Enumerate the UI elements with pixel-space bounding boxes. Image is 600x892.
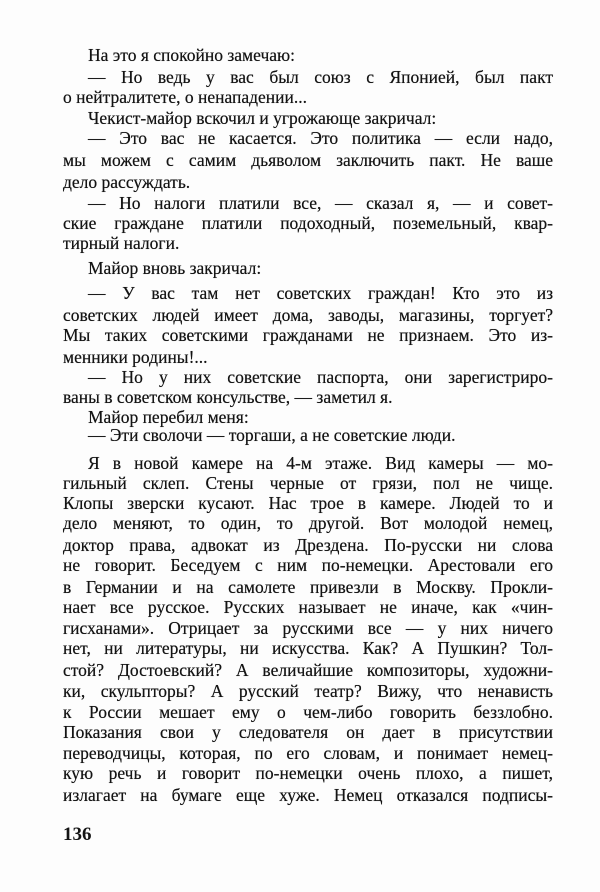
text-line: о нейтралитете, о ненападении... xyxy=(63,87,308,107)
text-line: — Но у них советские паспорта, они зарегистриро- xyxy=(88,367,553,387)
text-line: дело рассуждать. xyxy=(63,172,191,192)
text-line: излагает на бумаге еще хуже. Немец отказался подписы- xyxy=(63,785,553,805)
text-line: к России мешает ему о чем-либо говорить беззлобно. xyxy=(63,702,553,722)
text-line: Чекист-майор вскочил и угрожающе закричал: xyxy=(88,108,437,128)
text-line: ваны в советском консульстве, — заметил я. xyxy=(63,387,393,407)
text-line: Я в новой камере на 4-м этаже. Вид камеры — мо- xyxy=(88,453,553,473)
text-line: — Но ведь у вас был союз с Японией, был пакт xyxy=(88,67,553,87)
text-line: На это я спокойно замечаю: xyxy=(88,45,295,65)
text-line: Мы таких советскими гражданами не признаем. Это из- xyxy=(63,325,553,345)
text-line: Майор перебил меня: xyxy=(88,407,249,427)
text-line: — Эти сволочи — торгаши, а не советские люди. xyxy=(88,425,456,445)
text-line: ские граждане платили подоходный, поземельный, квар- xyxy=(63,213,553,233)
text-line: гисханами». Отрицает за русскими все — у них ничего xyxy=(63,618,553,638)
text-line: Клопы зверски кусают. Нас трое в камере. Людей то и xyxy=(63,493,553,513)
text-line: мы можем с самим дьяволом заключить пакт. Не ваше xyxy=(63,150,553,170)
text-line: в Германии и на самолете привезли в Москву. Прокли- xyxy=(63,577,553,597)
text-line: ки, скульпторы? А русский театр? Вижу, что ненависть xyxy=(63,681,553,701)
text-line: менники родины!... xyxy=(63,347,208,367)
text-line: — Это вас не касается. Это политика — если надо, xyxy=(88,128,553,148)
page-number: 136 xyxy=(63,824,92,845)
text-line: Майор вновь закричал: xyxy=(88,258,262,278)
text-line: нает все русское. Русских называет не иначе, как «чин- xyxy=(63,597,553,617)
text-line: — Но налоги платили все, — сказал я, — и совет- xyxy=(88,193,553,213)
text-line: — У вас там нет советских граждан! Кто это из xyxy=(88,283,553,303)
text-line: дело меняют, то один, то другой. Вот молодой немец, xyxy=(63,513,553,533)
text-line: переводчицы, которая, по его словам, и понимает немец- xyxy=(63,743,553,763)
text-line: тирный налоги. xyxy=(63,233,180,253)
text-line: кую речь и говорит по-немецки очень плохо, а пишет, xyxy=(63,763,553,783)
text-line: гильный склеп. Стены черные от грязи, пол не чище. xyxy=(63,473,553,493)
text-line: стой? Достоевский? А величайшие композиторы, художни- xyxy=(63,660,553,680)
text-line: советских людей имеет дома, заводы, магазины, торгует? xyxy=(63,305,553,325)
text-line: Показания свои у следователя он дает в присутствии xyxy=(63,722,553,742)
text-line: не говорит. Беседуем с ним по-немецки. Арестовали его xyxy=(63,555,553,575)
text-line: доктор права, адвокат из Дрездена. По-русски ни слова xyxy=(63,535,553,555)
text-line: нет, ни литературы, ни искусства. Как? А Пушкин? Тол- xyxy=(63,638,553,658)
